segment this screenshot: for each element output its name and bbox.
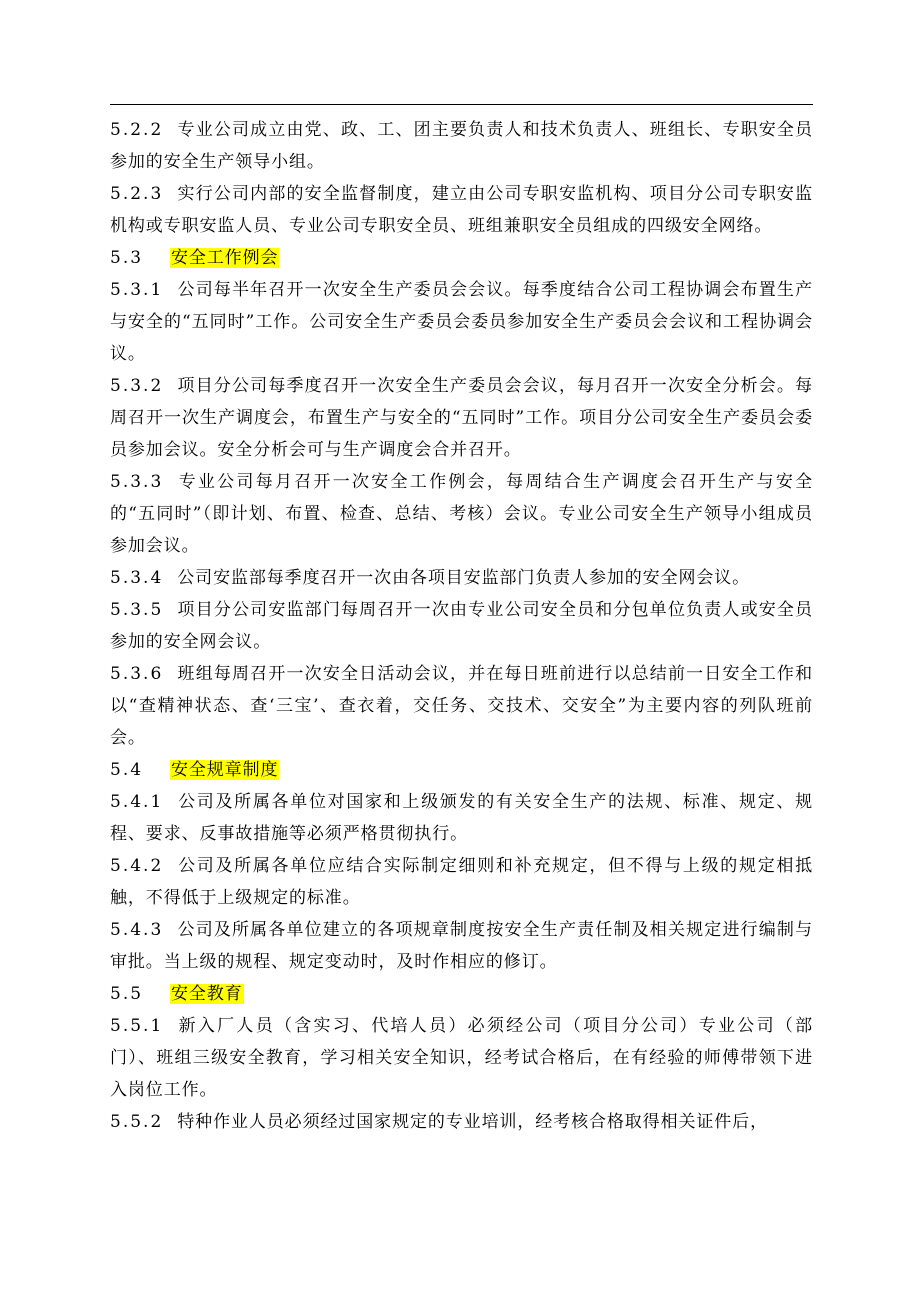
clause-text: 项目分公司每季度召开一次安全生产委员会会议，每月召开一次安全分析会。每周召开一次生产调度会，布置生产与安全的“五同时”工作。项目分公司安全生产委员会委员参加会议。安全分析会可与生产调度会合并召开。 (110, 376, 813, 460)
header-rule (110, 104, 813, 105)
clause-5-4-2 (110, 850, 813, 914)
clause-number: 5.3.5 (110, 600, 164, 620)
clause-number: 5.3.2 (110, 376, 164, 396)
clause-5-3-2 (110, 370, 813, 466)
clause-5-2-2 (110, 114, 813, 178)
clause-5-3-6 (110, 658, 813, 754)
section-number: 5.4 (110, 760, 144, 780)
clause-text: 项目分公司安监部门每周召开一次由专业公司安全员和分包单位负责人或安全员参加的安全网会议。 (110, 600, 813, 652)
document-body (110, 114, 813, 1138)
clause-number: 5.4.2 (110, 856, 164, 876)
clause-text: 公司及所属各单位应结合实际制定细则和补充规定，但不得与上级的规定相抵触，不得低于上级规定的标准。 (110, 856, 813, 908)
clause-5-2-3 (110, 178, 813, 242)
clause-5-3-3 (110, 466, 813, 562)
section-heading-5-3 (110, 242, 813, 274)
clause-5-5-1 (110, 1010, 813, 1106)
clause-5-4-3 (110, 914, 813, 978)
clause-number: 5.5.1 (110, 1016, 164, 1036)
clause-text: 公司及所属各单位对国家和上级颁发的有关安全生产的法规、标准、规定、规程、要求、反事故措施等必须严格贯彻执行。 (110, 792, 813, 844)
clause-number: 5.3.1 (110, 280, 164, 300)
clause-text: 公司每半年召开一次安全生产委员会会议。每季度结合公司工程协调会布置生产与安全的“五同时”工作。公司安全生产委员会委员参加安全生产委员会会议和工程协调会议。 (110, 280, 813, 364)
section-title: 安全工作例会 (171, 248, 279, 268)
clause-text: 专业公司成立由党、政、工、团主要负责人和技术负责人、班组长、专职安全员参加的安全生产领导小组。 (110, 120, 813, 172)
clause-text: 特种作业人员必须经过国家规定的专业培训，经考核合格取得相关证件后， (177, 1112, 768, 1132)
clause-number: 5.3.4 (110, 568, 164, 588)
section-number: 5.5 (110, 984, 144, 1004)
clause-number: 5.4.3 (110, 920, 164, 940)
clause-5-4-1 (110, 786, 813, 850)
clause-number: 5.3.3 (110, 472, 164, 492)
clause-number: 5.3.6 (110, 664, 164, 684)
clause-number: 5.2.2 (110, 120, 164, 140)
clause-text: 班组每周召开一次安全日活动会议，并在每日班前进行以总结前一日安全工作和以“查精神状态、查‘三宝’、查衣着，交任务、交技术、交安全”为主要内容的列队班前会。 (110, 664, 813, 748)
clause-text: 公司及所属各单位建立的各项规章制度按安全生产责任制及相关规定进行编制与审批。当上级的规程、规定变动时，及时作相应的修订。 (110, 920, 813, 972)
section-number: 5.3 (110, 248, 144, 268)
clause-text: 新入厂人员（含实习、代培人员）必须经公司（项目分公司）专业公司（部门）、班组三级安全教育，学习相关安全知识，经考试合格后，在有经验的师傅带领下进入岗位工作。 (110, 1016, 813, 1100)
clause-5-3-5 (110, 594, 813, 658)
section-title: 安全教育 (171, 984, 243, 1004)
section-heading-5-5 (110, 978, 813, 1010)
clause-text: 专业公司每月召开一次安全工作例会，每周结合生产调度会召开生产与安全的“五同时”（即计划、布置、检查、总结、考核）会议。专业公司安全生产领导小组成员参加会议。 (110, 472, 813, 556)
clause-5-5-2 (110, 1106, 813, 1138)
clause-number: 5.5.2 (110, 1112, 164, 1132)
section-title: 安全规章制度 (171, 760, 279, 780)
clause-5-3-4 (110, 562, 813, 594)
clause-text: 公司安监部每季度召开一次由各项目安监部门负责人参加的安全网会议。 (177, 568, 751, 588)
section-heading-5-4 (110, 754, 813, 786)
clause-text: 实行公司内部的安全监督制度，建立由公司专职安监机构、项目分公司专职安监机构或专职安监人员、专业公司专职安全员、班组兼职安全员组成的四级安全网络。 (110, 184, 813, 236)
clause-number: 5.2.3 (110, 184, 164, 204)
clause-number: 5.4.1 (110, 792, 164, 812)
clause-5-3-1 (110, 274, 813, 370)
